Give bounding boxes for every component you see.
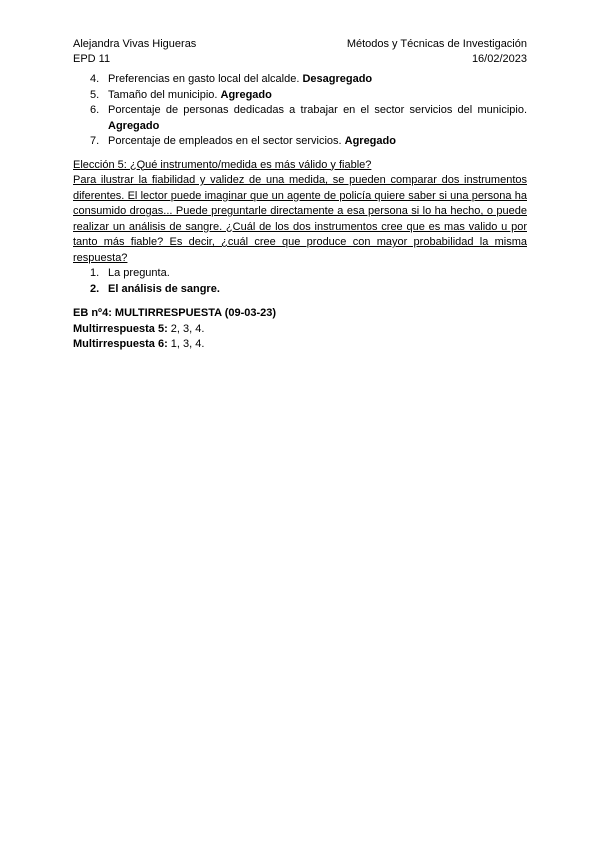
eb-title: EB nº4: MULTIRRESPUESTA (09-03-23) [73, 307, 277, 319]
multirrespuesta-line [73, 322, 527, 338]
list-item-text: Porcentaje de personas dedicadas a trabajar en el sector servicios del municipio. [108, 104, 527, 116]
list-item-answer: Agregado [108, 119, 160, 132]
variables-list [73, 72, 527, 150]
list-item-answer: Agregado [220, 88, 272, 101]
multirrespuesta-label: Multirrespuesta 5: [73, 322, 168, 335]
header-epd: EPD 11 [73, 53, 111, 65]
document-body [73, 72, 527, 353]
list-item-answer: Desagregado [302, 73, 373, 85]
eleccion-paragraph: Para ilustrar la fiabilidad y validez de una medida, se pueden comparar dos instrumentos diferentes. El lector puede imaginar que un agente de policía quiere saber si una persona ha consumido drogas... Puede preguntarle directamente a esa persona si lo ha hecho, o puede realizar un análisis de sangre. ¿Cuál de los dos instrumentos cree que es mas valido u por tanto más fiable? Es decir, ¿cuál cree que produce con mayor probabilidad la misma respuesta? [73, 174, 527, 264]
list-item [73, 88, 527, 104]
list-item [73, 282, 527, 298]
list-item-number: 1. [90, 267, 100, 279]
list-item-number: 2. [90, 282, 100, 295]
header-course: Métodos y Técnicas de Investigación [346, 38, 527, 50]
multirrespuesta-value: 1, 3, 4. [167, 338, 205, 350]
list-item-number: 4. [90, 73, 100, 85]
eleccion-section [73, 158, 527, 267]
multirrespuesta-value: 2, 3, 4. [167, 322, 205, 335]
list-item [73, 72, 527, 88]
multirrespuesta-label: Multirrespuesta 6: [73, 338, 168, 350]
list-item-number: 7. [90, 135, 100, 147]
list-item-number: 6. [90, 104, 100, 116]
multirrespuesta-line [73, 337, 527, 353]
list-item-text: La pregunta. [108, 267, 170, 279]
header-date: 16/02/2023 [471, 53, 527, 65]
answers-list [73, 266, 527, 297]
list-item-text: El análisis de sangre. [108, 282, 220, 295]
list-item-text: Tamaño del municipio. [108, 88, 221, 101]
eleccion-title: Elección 5: ¿Qué instrumento/medida es más válido y fiable? [73, 158, 372, 171]
list-item [73, 134, 527, 150]
list-item-answer: Agregado [344, 135, 396, 147]
list-item [73, 266, 527, 282]
header-author: Alejandra Vivas Higueras [73, 38, 197, 50]
list-item [73, 103, 527, 134]
list-item-text: Porcentaje de empleados en el sector servicios. [108, 135, 345, 147]
list-item-text: Preferencias en gasto local del alcalde. [108, 73, 303, 85]
list-item-number: 5. [90, 88, 100, 101]
